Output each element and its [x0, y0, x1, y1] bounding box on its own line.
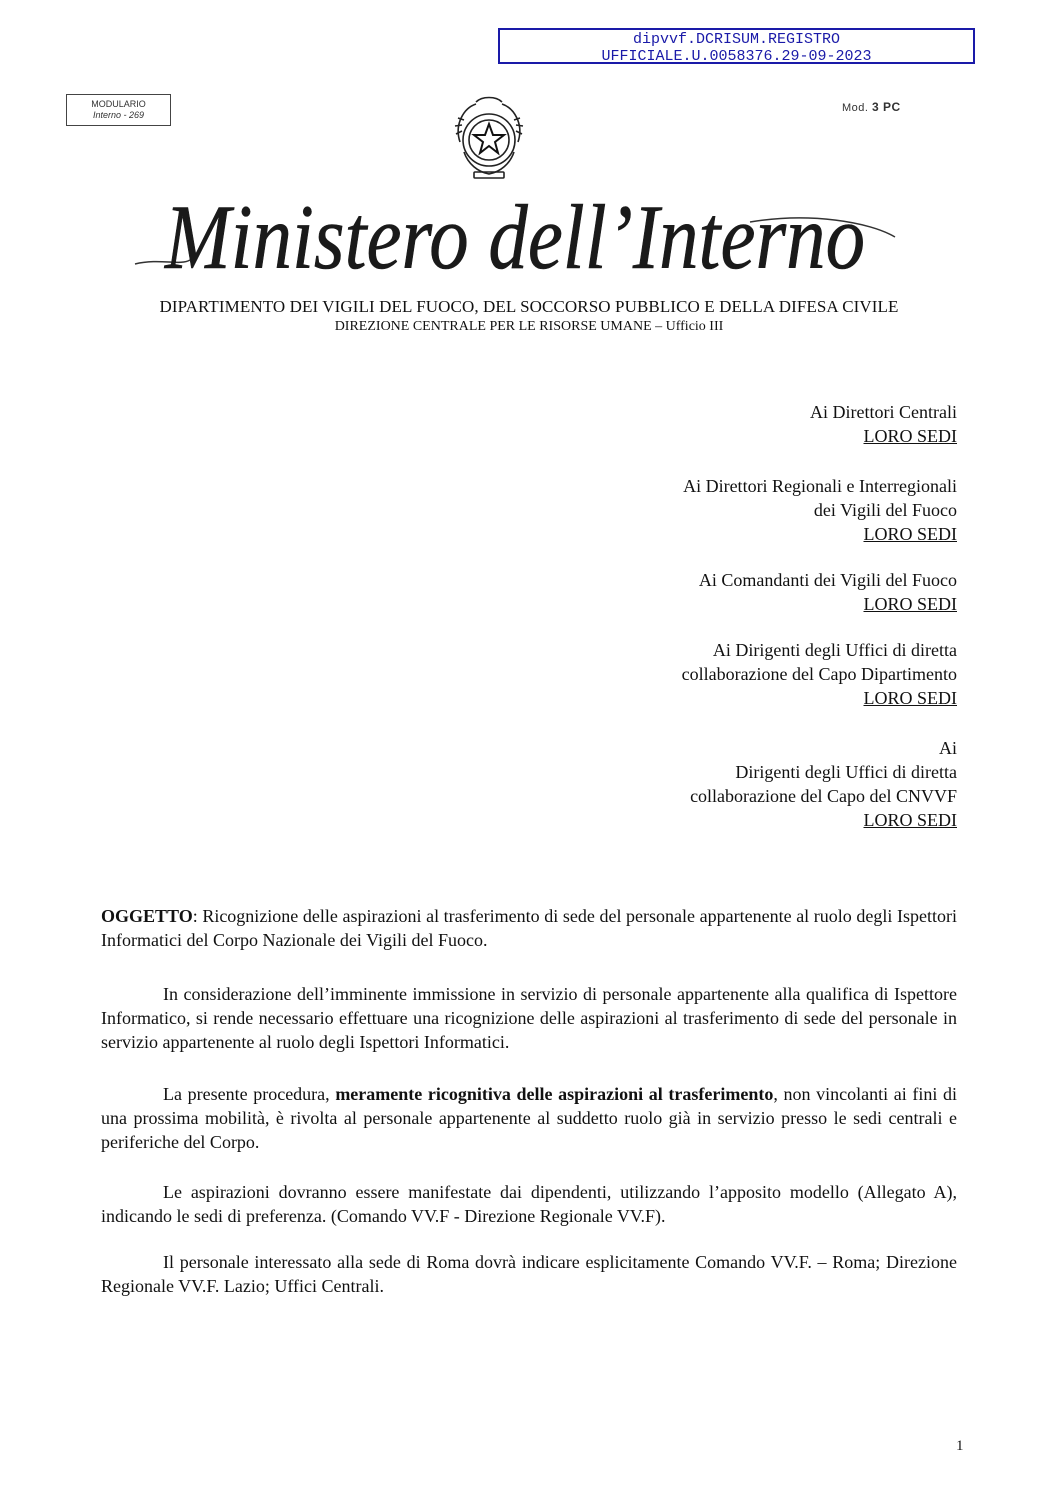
paragraph-2-end: , non vincolanti ai fini di una prossima mobilità, è rivolta al personale appartenente al suddetto ruolo già in servizio presso le sedi centrali e periferiche del Corpo.	[101, 1084, 957, 1152]
recipient-line: dei Vigili del Fuoco	[813, 500, 957, 520]
recipient-line: collaborazione del Capo Dipartimento	[681, 664, 957, 684]
modulario-label: MODULARIO	[91, 99, 146, 109]
protocol-line-2: UFFICIALE.U.0058376.29-09-2023	[601, 48, 872, 65]
protocol-stamp	[498, 28, 975, 64]
mod-value: 3 PC	[872, 100, 901, 114]
recipient-block-2	[683, 474, 957, 546]
protocol-line-1: dipvvf.DCRISUM.REGISTRO	[632, 31, 841, 48]
subject	[101, 904, 957, 952]
modulario-box	[66, 94, 171, 126]
recipient-block-3	[699, 568, 957, 616]
subject-label: OGGETTO	[101, 906, 193, 926]
recipient-seat: LORO SEDI	[863, 524, 957, 544]
modulario-code: Interno - 269	[92, 110, 145, 120]
recipient-line: Ai Dirigenti degli Uffici di diretta	[712, 640, 957, 660]
department-name: DIPARTIMENTO DEI VIGILI DEL FUOCO, DEL SOCCORSO PUBBLICO E DELLA DIFESA CIVILE	[159, 297, 899, 316]
italian-emblem-icon	[446, 94, 532, 186]
recipient-line: Dirigenti degli Uffici di diretta	[735, 762, 957, 782]
recipient-line: Ai Direttori Regionali e Interregionali	[683, 476, 957, 496]
recipient-line: collaborazione del Capo del CNVVF	[690, 786, 957, 806]
recipient-line: Ai Direttori Centrali	[810, 402, 957, 422]
direction-name: DIREZIONE CENTRALE PER LE RISORSE UMANE – Ufficio III	[334, 319, 724, 334]
subject-text: : Ricognizione delle aspirazioni al trasferimento di sede del personale appartenente al ruolo degli Ispettori Informatici del Corpo Nazionale dei Vigili del Fuoco.	[101, 906, 957, 950]
paragraph-3: Le aspirazioni dovranno essere manifestate dai dipendenti, utilizzando l’apposito modello (Allegato A), indicando le sedi di preferenza. (Comando VV.F - Direzione Regionale VV.F).	[101, 1182, 957, 1226]
recipient-block-5	[690, 736, 957, 832]
paragraph-1: In considerazione dell’imminente immissione in servizio di personale appartenente alla qualifica di Ispettore Informatico, si rende necessario effettuare una ricognizione delle aspirazioni al trasferimento di sede del personale in servizio appartenente al ruolo degli Ispettori Informatici.	[101, 984, 957, 1052]
recipient-block-4	[682, 638, 957, 710]
recipient-seat: LORO SEDI	[863, 810, 957, 830]
paragraph-2-bold: meramente ricognitiva delle aspirazioni al trasferimento	[335, 1084, 774, 1104]
recipient-line: Ai Comandanti dei Vigili del Fuoco	[698, 570, 957, 590]
paragraph-4: Il personale interessato alla sede di Roma dovrà indicare esplicitamente Comando VV.F. – Roma; Direzione Regionale VV.F. Lazio; Uffici Centrali.	[101, 1252, 957, 1296]
paragraph-2	[101, 1082, 957, 1154]
page-number: 1	[956, 1438, 964, 1454]
wordmark-text: Ministero dell’Interno	[163, 186, 865, 288]
paragraph-2-start: La presente procedura,	[163, 1084, 336, 1104]
recipient-seat: LORO SEDI	[863, 426, 957, 446]
recipient-block-1	[810, 400, 957, 448]
mod-code	[842, 100, 901, 114]
recipient-line: Ai	[939, 738, 957, 758]
ministry-wordmark-logo	[130, 182, 900, 288]
recipient-seat: LORO SEDI	[863, 594, 957, 614]
recipient-seat: LORO SEDI	[863, 688, 957, 708]
mod-prefix: Mod.	[842, 102, 869, 114]
